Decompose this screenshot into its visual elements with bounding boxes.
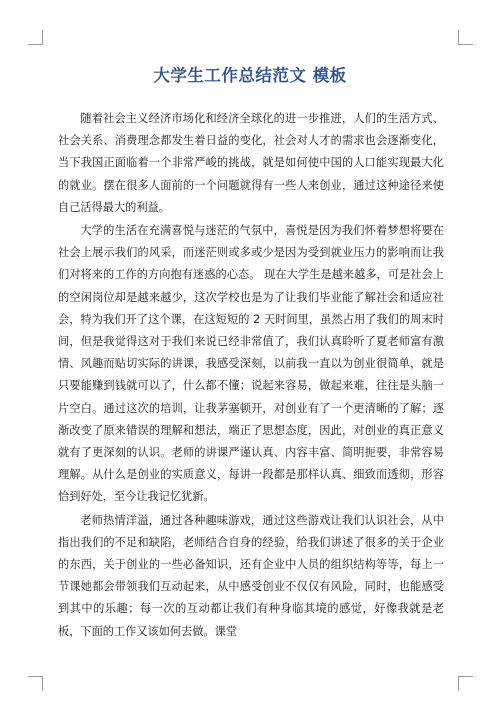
corner-mark-bottom-right <box>458 676 473 691</box>
document-body <box>58 108 444 643</box>
corner-mark-top-right <box>458 30 473 45</box>
paragraph: 老师热情洋溢，通过各种趣味游戏，通过这些游戏让我们认识社会，从中指出我们的不足和缺陷，老师结合自身的经验，给我们讲述了很多的关于企业的东西，关于创业的一些必备知识，还有企业中人员的组织结构等等，每上一节课她都会带领我们互动起来，从中感受创业不仅仅有风险，同时，也能感受到其中的乐趣；每一次的互动都让我们有种身临其境的感觉，好像我就是老板，下面的工作又该如何去做。课堂 <box>58 513 444 638</box>
corner-mark-bottom-left <box>28 676 43 691</box>
paragraph: 随着社会主义经济市场化和经济全球化的进一步推进，人们的生活方式、社会关系、消费理念都发生着日益的变化，社会对人才的需求也会逐渐变化，当下我国正面临着一个非常严峻的挑战，就是如何使中国的人口能实现最大化的就业。摆在很多人面前的一个问题就得有一些人来创业，通过这种途径来使自己活得最大的利益。 <box>58 112 444 214</box>
paragraph: 大学的生活在充满喜悦与迷茫的气氛中，喜悦是因为我们怀着梦想将要在社会上展示我们的风采，而迷茫则或多或少是因为受到就业压力的影响而让我们对将来的工作的方向抱有迷惑的心态。 现在大学生是越来越多，可是社会上的空闲岗位却是越来越少，这次学校也是为了让我们毕业能了解社会和适应社会，特为我们开了这个课，在这短短的 2 天时间里，虽然占用了我们的周末时间，但是我觉得这对于我们来说已经非常值了，我们认真聆听了夏老师富有激情、风趣而贴切实际的讲课，我感受深刻，以前我一直以为创业很简单，就是只要能赚到钱就可以了，什么都不懂；说起来容易，做起来难，往往是头脑一片空白。通过这次的培训，让我茅塞顿开，对创业有了一个更清晰的了解；逐渐改变了原来错误的理解和想法，端正了思想态度，因此，对创业的真正意义就有了更深刻的认识。老师的讲课严谨认真、内容丰富、简明扼要，非常容易理解。从什么是创业的实质意义，每讲一段都是那样认真、细致而透彻，形容恰到好处，至今让我记忆犹新。 <box>58 224 444 504</box>
corner-mark-top-left <box>28 30 43 45</box>
document-title: 大学生工作总结范文 模板 <box>153 66 347 85</box>
